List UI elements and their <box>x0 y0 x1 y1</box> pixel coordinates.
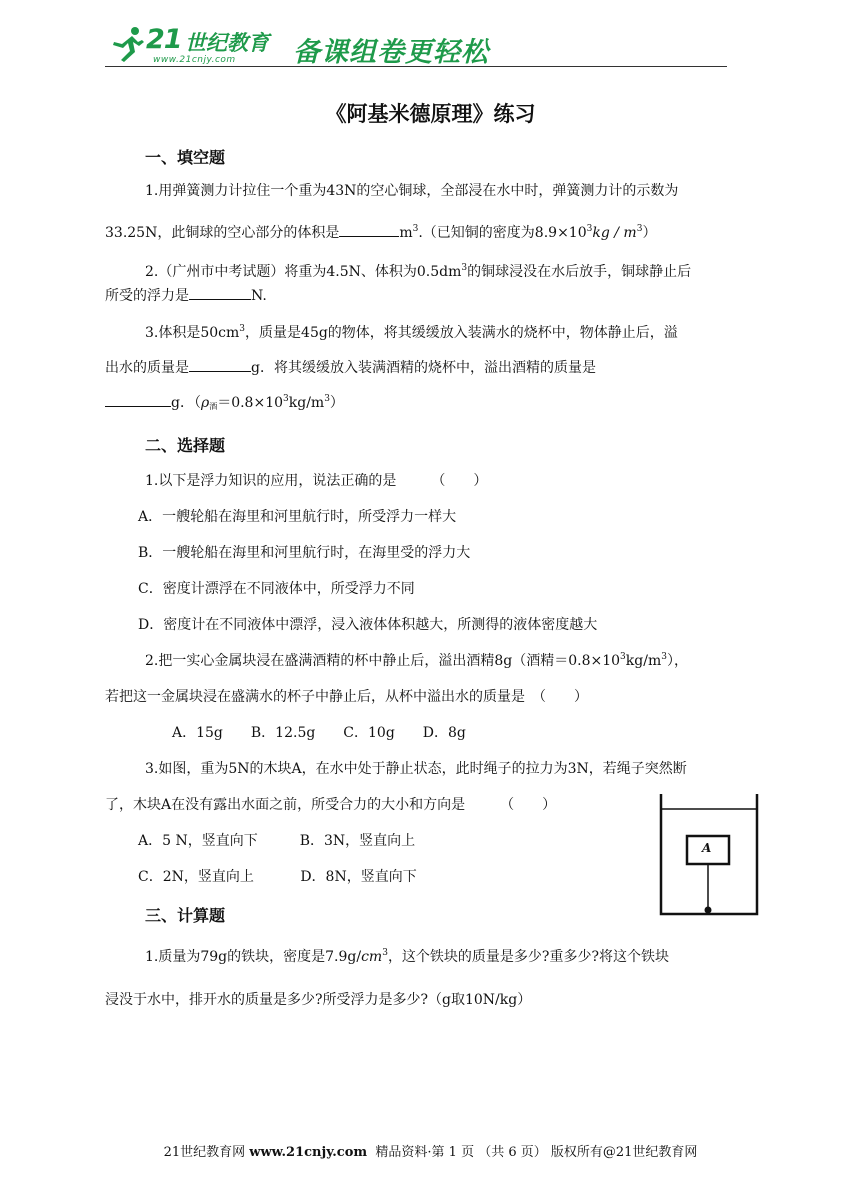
fill-q2-line2: 所受的浮力是 N. <box>105 285 267 305</box>
logo-number: 21 <box>146 24 182 55</box>
footer-site: 21世纪教育网 <box>163 1145 246 1160</box>
header-divider <box>105 66 727 67</box>
choice-q3-line1: 3.如图，重为5N的木块A，在水中处于静止状态，此时绳子的拉力为3N，若绳子突然断 <box>145 761 687 777</box>
fill-q2-line1: 2.（广州市中考试题）将重为4.5N、体积为$0.5dm^3$的铜球浸没在水后放手，铜球静止后 <box>145 263 692 280</box>
fill-q3-line2: 出水的质量是 g．将其缓缓放入装满酒精的烧杯中，溢出酒精的质量是 <box>105 357 596 377</box>
page-title: 《阿基米德原理》练习 <box>325 102 536 126</box>
choice-q1-option-c: C．密度计漂浮在不同液体中，所受浮力不同 <box>138 581 415 597</box>
choice-q2-options: A．15g B．12.5g C．10g D．8g <box>172 725 466 741</box>
choice-q1: 1.以下是浮力知识的应用，说法正确的是 （ ） <box>145 473 488 489</box>
logo-url: www.21cnjy.com <box>153 55 236 65</box>
choice-q3-options-cd: C．2N，竖直向上 D．8N，竖直向下 <box>138 869 417 885</box>
answer-blank[interactable] <box>189 285 251 300</box>
choice-q3-options-ab: A．5 N，竖直向下 B．3N，竖直向上 <box>138 833 416 849</box>
answer-blank[interactable] <box>105 392 171 407</box>
section-heading-fill: 一、填空题 <box>145 148 226 167</box>
fill-q3-line1: 3.体积是$50cm^3$，质量是45g的物体，将其缓缓放入装满水的烧杯中，物体静止后，溢 <box>145 324 678 341</box>
runner-logo-icon <box>108 24 148 68</box>
choice-q1-option-d: D．密度计在不同液体中漂浮，浸入液体体积越大，所测得的液体密度越大 <box>138 617 598 633</box>
fill-q1-line1: 1.用弹簧测力计拉住一个重为43N的空心铜球，全部浸在水中时，弹簧测力计的示数为 <box>145 183 679 199</box>
answer-blank[interactable] <box>339 222 399 237</box>
section-heading-calc: 三、计算题 <box>145 906 226 925</box>
header-slogan: 备课组卷更轻松 <box>293 37 489 68</box>
answer-blank[interactable] <box>189 357 251 372</box>
page-footer <box>0 1141 861 1160</box>
choice-q1-option-a: A．一艘轮船在海里和河里航行时，所受浮力一样大 <box>138 509 457 525</box>
choice-q3-line2: 了，木块A在没有露出水面之前，所受合力的大小和方向是 （ ） <box>105 797 557 813</box>
calc-q1-line1: 1.质量为79g的铁块，密度是$7.9g/cm^3$，这个铁块的质量是多少?重多少?将这个铁块 <box>145 948 669 965</box>
footer-page-info: 精品资料·第 1 页 （共 6 页） 版权所有@21世纪教育网 <box>375 1145 698 1160</box>
container-block-figure <box>655 790 765 924</box>
section-heading-choice: 二、选择题 <box>145 436 226 455</box>
figure-block-label: A <box>702 841 712 855</box>
choice-q1-option-b: B．一艘轮船在海里和河里航行时，在海里受的浮力大 <box>138 545 471 561</box>
footer-url[interactable]: www.21cnjy.com <box>249 1145 368 1160</box>
fill-q3-line3: g．$(\rho_酒=0.8\times 10^3kg/m^3)$ <box>105 392 344 412</box>
choice-q2-line1: 2.把一实心金属块浸在盛满酒精的杯中静止后，溢出酒精8g（酒精$=0.8\times 10^3kg/m^3$）， <box>145 652 688 669</box>
calc-q1-line2: 浸没于水中，排开水的质量是多少?所受浮力是多少?（g取10N/kg） <box>105 992 532 1008</box>
choice-q2-line2: 若把这一金属块浸在盛满水的杯子中静止后，从杯中溢出水的质量是 （ ） <box>105 689 588 705</box>
fill-q1-line2: 33.25N，此铜球的空心部分的体积是 $m^3$.（已知铜的密度为$8.9\times 10^3kg / m^3$） <box>105 224 657 241</box>
logo-text: 世纪教育 <box>185 31 269 55</box>
